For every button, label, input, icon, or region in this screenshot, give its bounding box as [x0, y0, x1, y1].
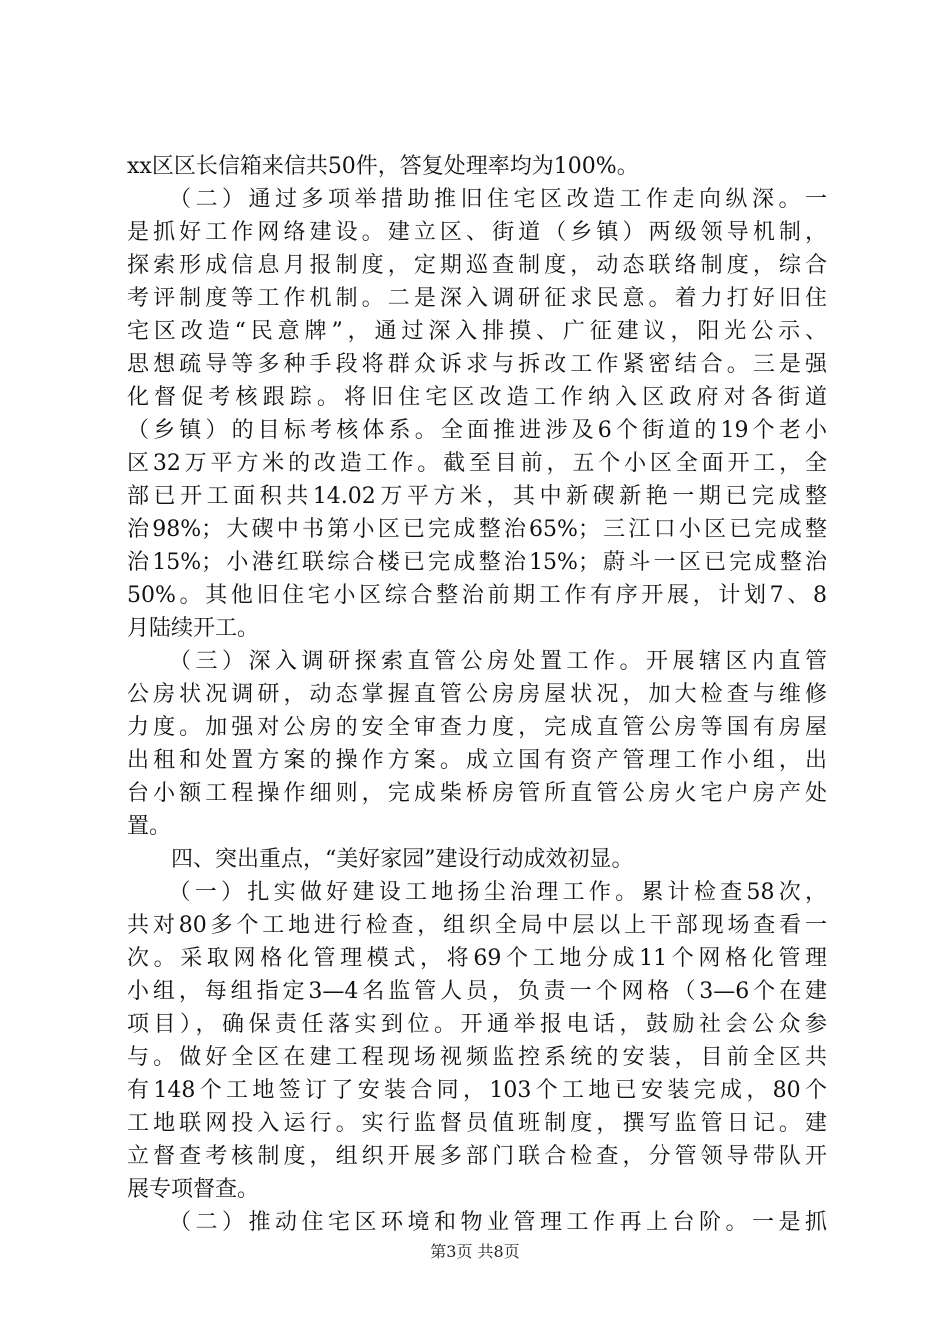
text-line: 是抓好工作网络建设。建立区、街道（乡镇）两级领导机制，	[127, 220, 827, 245]
text-line: 项目），确保责任落实到位。开通举报电话，鼓励社会公众参	[127, 1012, 827, 1037]
text-line: （二）通过多项举措助推旧住宅区改造工作走向纵深。一	[127, 187, 827, 212]
text-line: 展专项督查。	[127, 1177, 260, 1202]
text-line: 化督促考核跟踪。将旧住宅区改造工作纳入区政府对各街道	[127, 385, 827, 410]
text-line: （二）推动住宅区环境和物业管理工作再上台阶。一是抓	[127, 1210, 827, 1235]
text-line: 治15%；小港红联综合楼已完成整治15%；蔚斗一区已完成整治	[127, 550, 827, 575]
text-line: （三）深入调研探索直管公房处置工作。开展辖区内直管	[127, 649, 827, 674]
text-line: 立督查考核制度，组织开展多部门联合检查，分管领导带队开	[127, 1144, 827, 1169]
text-line: 治98%；大碶中书第小区已完成整治65%；三江口小区已完成整	[127, 517, 827, 542]
text-line: 置。	[127, 814, 172, 839]
text-line: 有148个工地签订了安装合同，103个工地已安装完成，80个	[127, 1078, 827, 1103]
text-line: 与。做好全区在建工程现场视频监控系统的安装，目前全区共	[127, 1045, 827, 1070]
text-line: （乡镇）的目标考核体系。全面推进涉及6个街道的19个老小	[127, 418, 827, 443]
text-line: 探索形成信息月报制度，定期巡查制度，动态联络制度，综合	[127, 253, 827, 278]
text-line: 次。采取网格化管理模式，将69个工地分成11个网格化管理	[127, 946, 827, 971]
text-line: 小组，每组指定3—4名监管人员，负责一个网格（3—6个在建	[127, 979, 827, 1004]
text-line: 台小额工程操作细则，完成柴桥房管所直管公房火宅户房产处	[127, 781, 827, 806]
text-line: （一）扎实做好建设工地扬尘治理工作。累计检查58次，	[127, 880, 827, 905]
text-line: 思想疏导等多种手段将群众诉求与拆改工作紧密结合。三是强	[127, 352, 827, 377]
text-line: 共对80多个工地进行检查，组织全局中层以上干部现场查看一	[127, 913, 827, 938]
text-line: 月陆续开工。	[127, 616, 260, 641]
text-line: xx区区长信箱来信共50件，答复处理率均为100%。	[127, 154, 639, 179]
text-line: 公房状况调研，动态掌握直管公房房屋状况，加大检查与维修	[127, 682, 827, 707]
text-line: 考评制度等工作机制。二是深入调研征求民意。着力打好旧住	[127, 286, 827, 311]
text-line: 出租和处置方案的操作方案。成立国有资产管理工作小组，出	[127, 748, 827, 773]
text-line: 部已开工面积共14.02万平方米，其中新碶新艳一期已完成整	[127, 484, 827, 509]
text-line: 四、突出重点，“美好家园”建设行动成效初显。	[127, 847, 634, 872]
text-line: 力度。加强对公房的安全审查力度，完成直管公房等国有房屋	[127, 715, 827, 740]
page-footer: 第3页 共8页	[430, 1242, 520, 1261]
body-text	[127, 150, 827, 1239]
text-line: 50%。其他旧住宅小区综合整治前期工作有序开展，计划7、8	[127, 583, 827, 608]
text-line: 宅区改造“民意牌”，通过深入排摸、广征建议，阳光公示、	[127, 319, 827, 344]
text-line: 区32万平方米的改造工作。截至目前，五个小区全面开工，全	[127, 451, 827, 476]
text-line: 工地联网投入运行。实行监督员值班制度，撰写监管日记。建	[127, 1111, 827, 1136]
